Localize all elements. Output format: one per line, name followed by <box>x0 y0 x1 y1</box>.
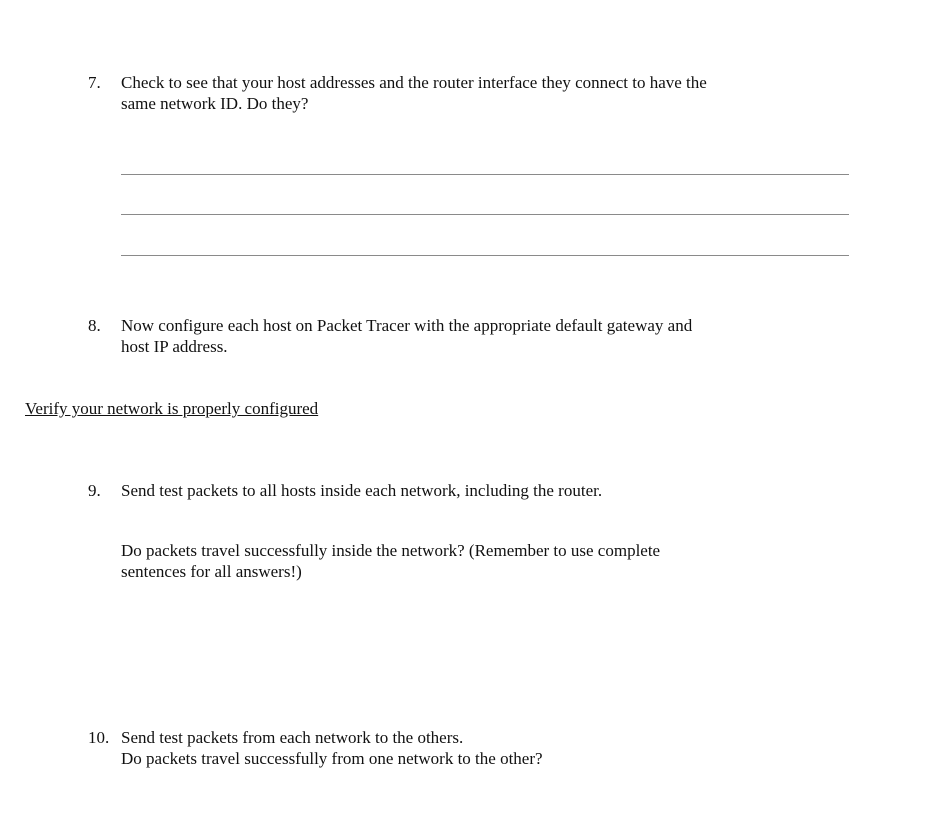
question-number: 7. <box>88 73 101 92</box>
question-line: Send test packets from each network to the others. <box>121 728 464 747</box>
question-text <box>121 727 861 769</box>
question-line: Now configure each host on Packet Tracer with the appropriate default gateway and <box>121 316 693 335</box>
followup-line: Do packets travel successfully inside the network? (Remember to use complete <box>121 541 661 560</box>
question-number: 10. <box>88 728 110 747</box>
question-line: same network ID. Do they? <box>121 94 309 113</box>
answer-line <box>121 174 849 175</box>
question-line: host IP address. <box>121 337 228 356</box>
followup-line: sentences for all answers!) <box>121 562 302 581</box>
question-line: Do packets travel successfully from one network to the other? <box>121 749 543 768</box>
question-line: Check to see that your host addresses and the router interface they connect to have the <box>121 73 707 92</box>
followup-text <box>121 540 861 582</box>
question-line: Send test packets to all hosts inside each network, including the router. <box>121 481 603 500</box>
question-text <box>121 480 861 501</box>
answer-line <box>121 214 849 215</box>
section-heading: Verify your network is properly configured <box>25 399 319 418</box>
question-text <box>121 315 861 357</box>
answer-line <box>121 255 849 256</box>
question-text <box>121 72 861 114</box>
question-number: 9. <box>88 481 101 500</box>
question-number: 8. <box>88 316 101 335</box>
